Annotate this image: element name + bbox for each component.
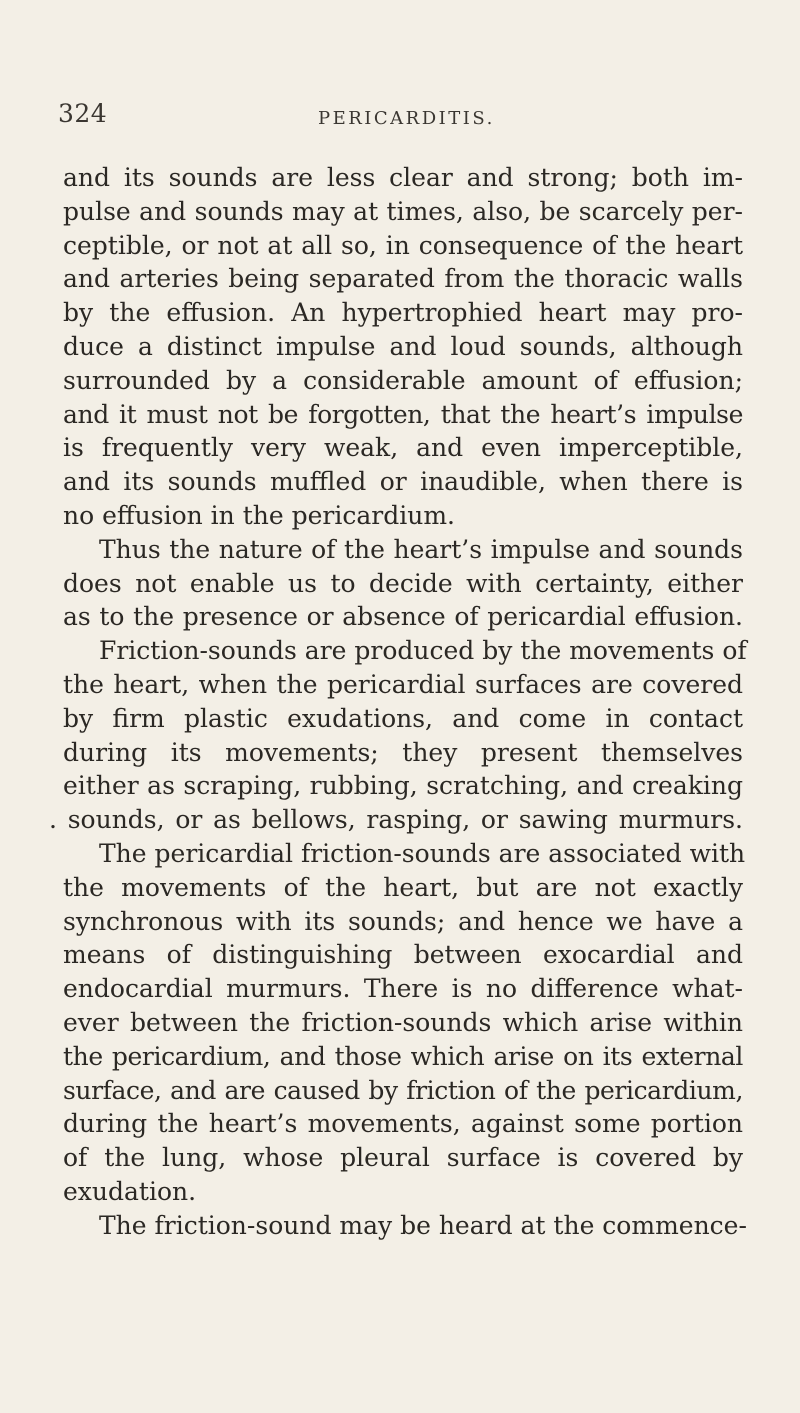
text-line: as to the presence or absence of pericardial effusion.	[63, 602, 743, 632]
text-line: and arteries being separated from the thoracic walls	[63, 264, 743, 294]
text-line: by firm plastic exudations, and come in contact	[63, 703, 743, 733]
text-line: . sounds, or as bellows, rasping, or sawing murmurs.	[49, 805, 743, 835]
text-line: the movements of the heart, but are not exactly	[63, 872, 743, 902]
text-line: endocardial murmurs. There is no difference what-	[63, 974, 743, 1004]
text-line: Friction-sounds are produced by the movements of	[99, 636, 747, 666]
text-line: and its sounds are less clear and strong; both im-	[63, 163, 743, 192]
text-line: either as scraping, rubbing, scratching, and creaking	[63, 771, 743, 801]
text-line: pulse and sounds may at times, also, be scarcely per-	[63, 196, 743, 226]
text-line: ever between the friction-sounds which arise within	[63, 1007, 743, 1037]
text-line: the heart, when the pericardial surfaces are covered	[63, 669, 743, 699]
text-line: by the effusion. An hypertrophied heart may pro-	[63, 298, 743, 328]
text-line: no effusion in the pericardium.	[63, 500, 455, 530]
text-line: and its sounds muffled or inaudible, when there is	[63, 467, 743, 497]
text-line: exudation.	[63, 1176, 197, 1206]
page-number: 324	[58, 99, 108, 128]
text-line: The pericardial friction-sounds are associated with	[99, 838, 746, 868]
text-line: during its movements; they present themselves	[63, 737, 743, 767]
text-line: of the lung, whose pleural surface is covered by	[63, 1143, 743, 1173]
text-line: The friction-sound may be heard at the commence-	[99, 1210, 747, 1240]
text-line: Thus the nature of the heart’s impulse and sounds	[99, 534, 743, 564]
text-line: duce a distinct impulse and loud sounds, although	[63, 331, 743, 361]
text-line: and it must not be forgotten, that the heart’s impulse	[63, 399, 743, 429]
body-text	[49, 161, 747, 1243]
text-line: does not enable us to decide with certainty, either	[63, 568, 743, 598]
text-line: surrounded by a considerable amount of effusion;	[63, 365, 743, 395]
text-line: synchronous with its sounds; and hence we have a	[63, 906, 743, 936]
text-line: means of distinguishing between exocardial and	[63, 940, 743, 970]
text-line: is frequently very weak, and even imperceptible,	[63, 433, 743, 463]
text-line: the pericardium, and those which arise on its external	[63, 1041, 743, 1071]
text-line: surface, and are caused by friction of the pericardium,	[63, 1075, 743, 1105]
text-line: ceptible, or not at all so, in consequence of the heart	[63, 230, 743, 260]
running-head: PERICARDITIS.	[318, 108, 495, 129]
text-line: during the heart’s movements, against some portion	[63, 1109, 743, 1139]
